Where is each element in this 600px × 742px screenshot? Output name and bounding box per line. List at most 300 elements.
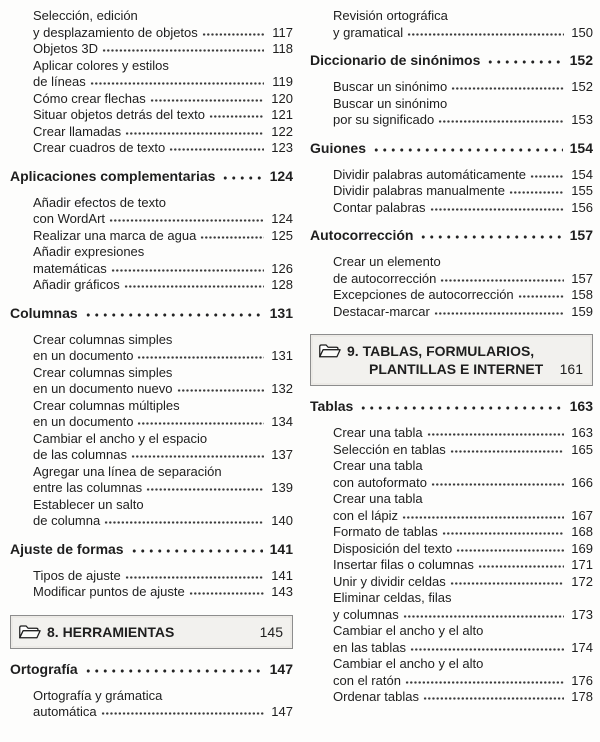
- page-number: 172: [571, 573, 593, 589]
- entry-line: [10, 261, 293, 278]
- page-number: 120: [271, 90, 293, 106]
- entry-line: [310, 475, 593, 492]
- entry-label: Selección, edición: [33, 8, 138, 23]
- toc-heading-page: 124: [269, 167, 293, 184]
- page-number: 176: [571, 672, 593, 688]
- toc-heading-label: Diccionario de sinónimos: [310, 52, 481, 68]
- entry-label: de columna: [33, 513, 101, 528]
- toc-entry: [310, 491, 593, 524]
- entry-label: Crear columnas simples: [33, 364, 173, 380]
- dot-leader-icon: [410, 641, 564, 652]
- toc-entry: [10, 58, 293, 91]
- page-number: 143: [271, 584, 293, 599]
- toc-entry: [10, 497, 293, 530]
- entry-line: [310, 689, 593, 706]
- page-number: 163: [571, 425, 593, 440]
- toc-entry: [10, 431, 293, 464]
- toc-entry-group: [310, 8, 593, 41]
- dot-leader-icon: [146, 481, 264, 492]
- chapter-title-text: 9. TABLAS, FORMULARIOS,: [347, 343, 535, 359]
- entry-line: [10, 464, 293, 481]
- entry-line: [310, 254, 593, 271]
- page-number: 165: [571, 441, 593, 457]
- toc-entry: [10, 568, 293, 585]
- page-number: 125: [271, 227, 293, 243]
- entry-label: en un documento: [33, 348, 134, 363]
- entry-label: Crear una tabla: [333, 458, 423, 473]
- entry-label: Disposición del texto: [333, 540, 453, 556]
- toc-entry: [310, 304, 593, 321]
- entry-label: Buscar un sinónimo: [333, 79, 448, 94]
- toc-heading-label: Guiones: [310, 139, 367, 156]
- entry-label: y desplazamiento de objetos: [33, 24, 198, 40]
- dot-leader-icon: [450, 575, 564, 586]
- entry-line: [10, 228, 293, 245]
- dot-leader-icon: [209, 108, 264, 119]
- entry-line: [310, 541, 593, 558]
- toc-heading: [10, 541, 293, 558]
- entry-label: Crear columnas múltiples: [33, 397, 180, 413]
- toc-heading-label: Tablas: [310, 398, 354, 414]
- entry-line: [10, 688, 293, 705]
- entry-line: [10, 58, 293, 75]
- entry-line: [10, 107, 293, 124]
- chapter-title: [347, 342, 583, 378]
- entry-label: entre las columnas: [33, 480, 143, 495]
- dot-leader-icon: [427, 426, 564, 437]
- entry-label: Objetos 3D: [33, 41, 99, 56]
- toc-entry: [310, 590, 593, 623]
- toc-entry: [310, 79, 593, 96]
- chapter-title-text: PLANTILLAS E INTERNET: [369, 361, 544, 377]
- entry-line: [310, 287, 593, 304]
- page-number: 168: [571, 524, 593, 539]
- toc-heading: [10, 168, 293, 185]
- toc-entry: [10, 244, 293, 277]
- dot-leader-icon: [440, 272, 564, 283]
- toc-entry: [310, 458, 593, 491]
- entry-line: [10, 398, 293, 415]
- dot-leader-icon: [90, 75, 264, 86]
- entry-line: [310, 167, 593, 184]
- dot-leader-icon: [450, 443, 564, 454]
- page-number: 157: [571, 270, 593, 286]
- toc-entry: [310, 183, 593, 200]
- toc-heading-page: 141: [269, 540, 293, 557]
- entry-line: [10, 91, 293, 108]
- entry-label: Añadir expresiones: [33, 244, 145, 259]
- page-number: 141: [271, 567, 293, 583]
- dot-leader-icon: [403, 608, 564, 619]
- toc-heading: [10, 661, 293, 678]
- page-number: 124: [271, 211, 293, 226]
- toc-heading-page: 131: [269, 304, 293, 321]
- entry-line: [310, 574, 593, 591]
- chapter-title-text: 8. HERRAMIENTAS: [47, 623, 175, 640]
- entry-line: [310, 304, 593, 321]
- entry-line: [310, 640, 593, 657]
- dot-leader-icon: [405, 674, 564, 685]
- entry-line: [10, 41, 293, 58]
- chapter-title: [47, 623, 283, 641]
- dot-leader-icon: [518, 288, 564, 299]
- chapter-box: [10, 615, 293, 649]
- dot-leader-icon: [430, 201, 565, 212]
- dot-leader-icon: [431, 476, 564, 487]
- entry-label: con autoformato: [333, 474, 427, 490]
- entry-line: [310, 200, 593, 217]
- toc-heading-page: 147: [269, 660, 293, 677]
- entry-label: Establecer un salto: [33, 496, 144, 512]
- entry-label: Crear una tabla: [333, 425, 423, 440]
- toc-entry: [10, 688, 293, 721]
- page-number: 122: [271, 123, 293, 139]
- entry-label: Crear llamadas: [33, 123, 122, 139]
- toc-entry: [10, 107, 293, 124]
- entry-line: [10, 497, 293, 514]
- dot-leader-icon: [137, 415, 264, 426]
- entry-line: [10, 140, 293, 157]
- entry-label: Realizar una marca de agua: [33, 227, 197, 243]
- toc-entry-group: [10, 195, 293, 294]
- toc-entry: [310, 200, 593, 217]
- toc-entry: [310, 574, 593, 591]
- page-number: 159: [571, 303, 593, 319]
- entry-label: y gramatical: [333, 24, 404, 40]
- toc-entry: [310, 442, 593, 459]
- entry-label: Contar palabras: [333, 199, 426, 215]
- toc-column-right: [310, 8, 593, 721]
- dot-leader-icon: [104, 514, 264, 525]
- entry-label: con el lápiz: [333, 507, 399, 523]
- open-folder-icon: [318, 342, 341, 360]
- page-number: 153: [571, 112, 593, 127]
- toc-heading-label: Ajuste de formas: [10, 540, 124, 557]
- entry-label: Añadir gráficos: [33, 277, 120, 292]
- dot-leader-icon: [202, 26, 264, 37]
- dot-leader-icon: [200, 229, 264, 240]
- entry-label: de las columnas: [33, 447, 127, 462]
- toc-entry: [310, 8, 593, 41]
- page-number: 174: [571, 639, 593, 655]
- entry-label: con WordArt: [33, 211, 106, 226]
- entry-line: [310, 607, 593, 624]
- entry-label: Tipos de ajuste: [33, 567, 121, 583]
- chapter-title-line: [47, 623, 283, 641]
- toc-entry-group: [310, 254, 593, 320]
- entry-line: [10, 74, 293, 91]
- toc-entry-group: [310, 79, 593, 129]
- page-number: 139: [271, 480, 293, 495]
- entry-line: [10, 8, 293, 25]
- page-number: 119: [272, 74, 293, 89]
- entry-label: en un documento nuevo: [33, 381, 173, 396]
- entry-label: Ordenar tablas: [333, 689, 419, 704]
- entry-line: [10, 124, 293, 141]
- chapter-title-line: [347, 342, 583, 360]
- entry-line: [310, 524, 593, 541]
- entry-line: [10, 381, 293, 398]
- entry-line: [310, 271, 593, 288]
- dot-leader-icon: [423, 690, 564, 701]
- page-number: 134: [271, 414, 293, 429]
- entry-line: [310, 183, 593, 200]
- toc-entry: [10, 584, 293, 601]
- entry-line: [10, 513, 293, 530]
- toc-entry: [10, 277, 293, 294]
- entry-label: Añadir efectos de texto: [33, 194, 166, 210]
- entry-line: [310, 425, 593, 442]
- entry-label: con el ratón: [333, 672, 401, 688]
- dot-leader-icon: [189, 585, 264, 596]
- toc-entry: [10, 332, 293, 365]
- toc-entry-group: [310, 167, 593, 217]
- entry-label: Crear columnas simples: [33, 331, 173, 347]
- page-number: 131: [271, 348, 293, 363]
- entry-line: [10, 25, 293, 42]
- dot-leader-icon: [109, 212, 264, 223]
- entry-label: Revisión ortográfica: [333, 8, 448, 23]
- entry-label: Ortografía y grámatica: [33, 687, 163, 703]
- toc-entry: [310, 254, 593, 287]
- toc-entry: [310, 287, 593, 304]
- dot-leader-icon: [438, 113, 564, 124]
- toc-entry-group: [10, 568, 293, 601]
- chapter-title-line: [347, 360, 583, 378]
- toc-heading-page: 154: [569, 139, 593, 156]
- entry-line: [310, 673, 593, 690]
- dot-leader-icon: [402, 509, 564, 520]
- entry-line: [310, 25, 593, 42]
- toc-heading-label: Ortografía: [10, 660, 78, 677]
- dot-leader-icon: [478, 558, 564, 569]
- entry-line: [10, 365, 293, 382]
- entry-line: [10, 431, 293, 448]
- toc-entry: [10, 41, 293, 58]
- entry-label: en las tablas: [333, 639, 406, 655]
- page-number: 169: [571, 540, 593, 556]
- entry-label: Crear una tabla: [333, 491, 423, 506]
- entry-label: por su significado: [333, 112, 435, 127]
- page-number: 123: [271, 140, 293, 155]
- page-number: 137: [271, 447, 293, 462]
- entry-label: Cómo crear flechas: [33, 90, 146, 106]
- toc-entry: [10, 140, 293, 157]
- entry-line: [10, 704, 293, 721]
- entry-label: Cambiar el ancho y el alto: [333, 656, 484, 671]
- toc-heading-label: Autocorrección: [310, 227, 414, 243]
- toc-entry: [10, 124, 293, 141]
- page-number: 156: [571, 199, 593, 215]
- dot-leader-icon: [169, 141, 264, 152]
- toc-entry: [310, 96, 593, 129]
- toc-heading-page: 157: [569, 227, 593, 243]
- entry-label: Unir y dividir celdas: [333, 573, 446, 589]
- entry-label: Situar objetos detrás del texto: [33, 107, 205, 122]
- entry-label: Dividir palabras manualmente: [333, 183, 505, 198]
- page-number: 178: [571, 689, 593, 704]
- dot-leader-icon: [530, 168, 564, 179]
- page-number: 167: [571, 507, 593, 523]
- toc-entry: [310, 623, 593, 656]
- toc-heading: [310, 227, 593, 244]
- toc-entry: [310, 425, 593, 442]
- toc-entry: [10, 228, 293, 245]
- page-number: 150: [571, 24, 593, 40]
- entry-line: [10, 277, 293, 294]
- entry-line: [310, 508, 593, 525]
- entry-label: Dividir palabras automáticamente: [333, 166, 526, 182]
- entry-line: [10, 414, 293, 431]
- entry-label: Buscar un sinónimo: [333, 95, 448, 111]
- page-number: 154: [571, 166, 593, 182]
- entry-line: [310, 96, 593, 113]
- entry-line: [310, 491, 593, 508]
- page-number: 158: [571, 287, 593, 302]
- entry-line: [10, 480, 293, 497]
- dot-leader-icon: [372, 142, 563, 153]
- dot-leader-icon: [451, 80, 564, 91]
- dot-leader-icon: [456, 542, 564, 553]
- toc-heading-label: Columnas: [10, 304, 78, 321]
- entry-label: Cambiar el ancho y el espacio: [33, 430, 208, 446]
- toc-heading: [310, 52, 593, 69]
- entry-label: en un documento: [33, 414, 134, 429]
- toc-heading: [10, 305, 293, 322]
- entry-line: [310, 8, 593, 25]
- page-number: 155: [571, 183, 593, 198]
- toc-heading-page: 152: [569, 52, 593, 68]
- entry-label: de líneas: [33, 74, 86, 89]
- dot-leader-icon: [111, 262, 264, 273]
- entry-label: Cambiar el ancho y el alto: [333, 623, 484, 638]
- entry-label: Agregar una línea de separación: [33, 463, 222, 479]
- entry-line: [10, 211, 293, 228]
- page-number: 126: [271, 260, 293, 276]
- toc-entry: [10, 8, 293, 41]
- dot-leader-icon: [131, 448, 264, 459]
- entry-line: [310, 623, 593, 640]
- entry-line: [10, 568, 293, 585]
- entry-label: de autocorrección: [333, 270, 437, 286]
- entry-line: [10, 195, 293, 212]
- dot-leader-icon: [177, 382, 265, 393]
- toc-entry-group: [310, 425, 593, 706]
- dot-leader-icon: [150, 92, 264, 103]
- toc-entry-group: [10, 332, 293, 530]
- entry-line: [310, 656, 593, 673]
- dot-leader-icon: [486, 54, 563, 65]
- entry-line: [310, 590, 593, 607]
- page-number: 147: [271, 704, 293, 719]
- entry-line: [10, 244, 293, 261]
- page-number: 166: [571, 474, 593, 490]
- chapter-page: 161: [559, 361, 583, 377]
- dot-leader-icon: [84, 663, 263, 674]
- dot-leader-icon: [102, 42, 264, 53]
- entry-label: Crear cuadros de texto: [33, 140, 166, 155]
- toc-entry: [10, 398, 293, 431]
- entry-line: [10, 348, 293, 365]
- entry-line: [10, 332, 293, 349]
- open-folder-icon: [18, 623, 41, 641]
- toc-entry: [310, 524, 593, 541]
- toc-entry: [10, 365, 293, 398]
- toc-heading-page: 163: [569, 398, 593, 414]
- entry-label: matemáticas: [33, 260, 107, 276]
- dot-leader-icon: [359, 400, 563, 411]
- page-number: 118: [272, 41, 293, 56]
- page-number: 152: [571, 79, 593, 94]
- dot-leader-icon: [137, 349, 264, 360]
- entry-label: Destacar-marcar: [333, 303, 430, 319]
- toc-heading: [310, 140, 593, 157]
- toc-entry: [310, 541, 593, 558]
- dot-leader-icon: [84, 307, 263, 318]
- page-number: 171: [571, 557, 593, 572]
- dot-leader-icon: [434, 305, 564, 316]
- dot-leader-icon: [509, 184, 564, 195]
- entry-line: [310, 79, 593, 96]
- toc-column-left: [10, 8, 293, 721]
- dot-leader-icon: [125, 569, 264, 580]
- page-number: 117: [272, 24, 293, 40]
- chapter-box: [310, 334, 593, 386]
- toc-entry-group: [10, 8, 293, 157]
- toc-entry: [310, 557, 593, 574]
- dot-leader-icon: [442, 525, 564, 536]
- entry-label: automática: [33, 704, 97, 719]
- entry-label: Insertar filas o columnas: [333, 557, 474, 572]
- entry-label: Excepciones de autocorrección: [333, 287, 514, 302]
- page-number: 173: [571, 606, 593, 622]
- dot-leader-icon: [130, 543, 263, 554]
- entry-line: [310, 112, 593, 129]
- toc-entry: [10, 195, 293, 228]
- toc-entry: [310, 689, 593, 706]
- entry-label: Crear un elemento: [333, 254, 441, 269]
- toc-entry: [10, 91, 293, 108]
- dot-leader-icon: [101, 705, 264, 716]
- entry-line: [10, 447, 293, 464]
- toc-entry: [310, 167, 593, 184]
- entry-line: [310, 557, 593, 574]
- entry-label: Modificar puntos de ajuste: [33, 584, 185, 599]
- dot-leader-icon: [419, 229, 563, 240]
- toc-heading-label: Aplicaciones complementarias: [10, 167, 216, 184]
- entry-label: Formato de tablas: [333, 524, 438, 539]
- entry-label: y columnas: [333, 606, 399, 622]
- entry-line: [310, 458, 593, 475]
- entry-line: [10, 584, 293, 601]
- page-number: 140: [271, 513, 293, 528]
- dot-leader-icon: [407, 26, 564, 37]
- toc-heading: [310, 398, 593, 415]
- dot-leader-icon: [124, 278, 264, 289]
- page-number: 132: [271, 381, 293, 396]
- dot-leader-icon: [221, 170, 263, 181]
- entry-label: Selección en tablas: [333, 441, 446, 457]
- toc-entry: [310, 656, 593, 689]
- chapter-page: 145: [259, 623, 283, 640]
- page-number: 128: [271, 277, 293, 292]
- entry-line: [310, 442, 593, 459]
- dot-leader-icon: [125, 125, 264, 136]
- entry-label: Aplicar colores y estilos: [33, 57, 169, 73]
- toc-entry-group: [10, 688, 293, 721]
- toc-entry: [10, 464, 293, 497]
- page-number: 121: [271, 107, 293, 122]
